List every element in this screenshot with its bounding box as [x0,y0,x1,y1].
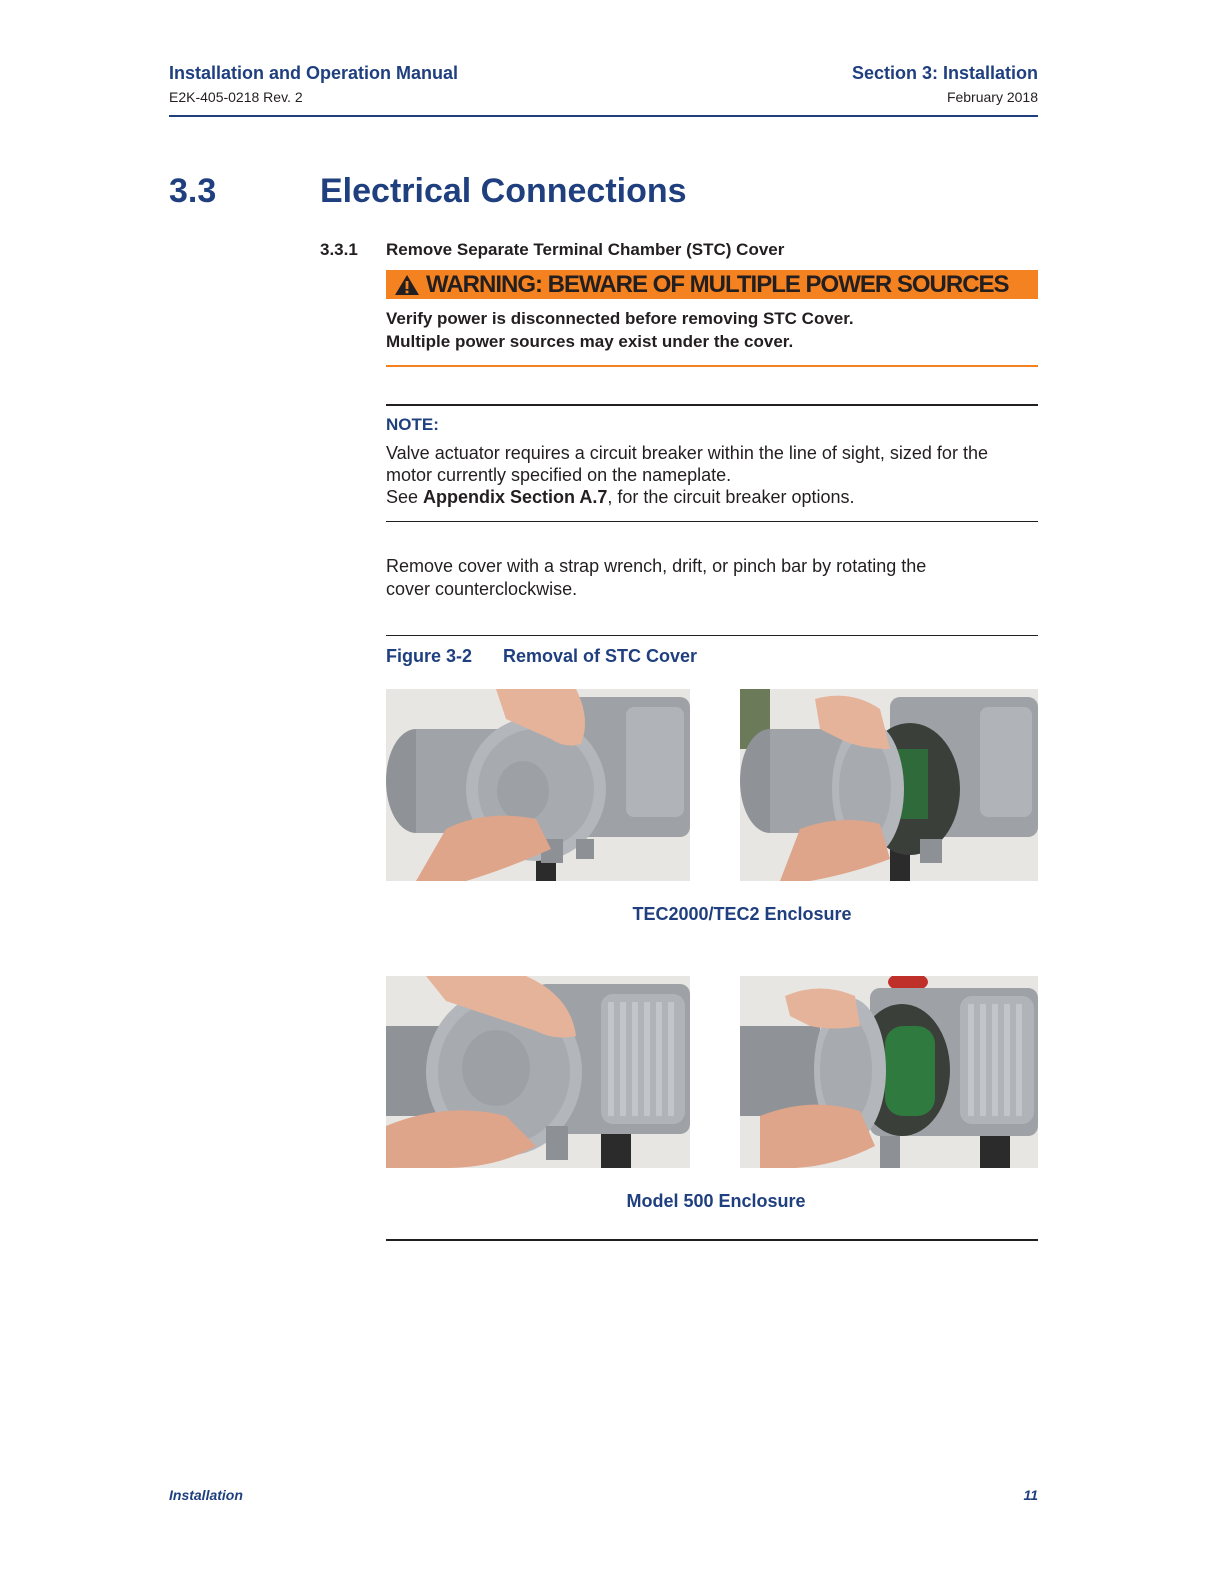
warning-banner [386,270,1038,299]
section-title: Electrical Connections [320,172,687,210]
note-top-divider [386,404,1038,406]
header-divider [169,115,1038,117]
subsection-title: Remove Separate Terminal Chamber (STC) Cover [386,240,785,259]
photo-tec2000-cover-removal-2 [740,689,1038,881]
subsection-number: 3.3.1 [320,240,358,259]
manual-title: Installation and Operation Manual [169,63,459,83]
warning-line-1: Verify power is disconnected before removing STC Cover. [386,309,854,328]
instruction-line-2: cover counterclockwise. [386,579,578,599]
note-text [386,442,1038,508]
figure-number: Figure 3-2 [386,646,473,666]
note-bottom-divider [386,521,1038,522]
appendix-reference: Appendix Section A.7 [423,487,608,507]
warning-divider [386,365,1038,367]
note-label: NOTE: [386,415,439,434]
note-line-2: motor currently specified on the nameplate. [386,465,732,485]
photo-model500-cover-removal-2 [740,976,1038,1168]
note-line-3-suffix: , for the circuit breaker options. [607,487,855,507]
section-number: 3.3 [169,172,217,210]
caption-model500-enclosure: Model 500 Enclosure [626,1191,806,1211]
figure-bottom-divider [386,1239,1038,1241]
note-line-1: Valve actuator requires a circuit breaker within the line of sight, sized for the [386,443,988,463]
instruction-line-1: Remove cover with a strap wrench, drift, or pinch bar by rotating the [386,556,927,576]
warning-banner-text: WARNING: BEWARE OF MULTIPLE POWER SOURCES [426,270,1009,298]
photo-tec2000-cover-removal-1 [386,689,690,881]
figure-top-divider [386,635,1038,636]
footer-section-name: Installation [169,1487,243,1503]
caption-tec2000-enclosure: TEC2000/TEC2 Enclosure [632,904,852,924]
photo-model500-cover-removal-1 [386,976,690,1168]
document-number: E2K-405-0218 Rev. 2 [169,89,303,105]
instruction-text [386,555,986,601]
document-date: February 2018 [946,89,1038,105]
warning-triangle-icon [394,274,420,296]
section-label: Section 3: Installation [851,63,1038,83]
figure-title: Removal of STC Cover [503,646,698,666]
note-line-3-prefix: See [386,487,424,507]
note-line-3 [386,486,1038,508]
page-number: 11 [1023,1487,1038,1503]
warning-line-2: Multiple power sources may exist under the cover. [386,332,794,351]
